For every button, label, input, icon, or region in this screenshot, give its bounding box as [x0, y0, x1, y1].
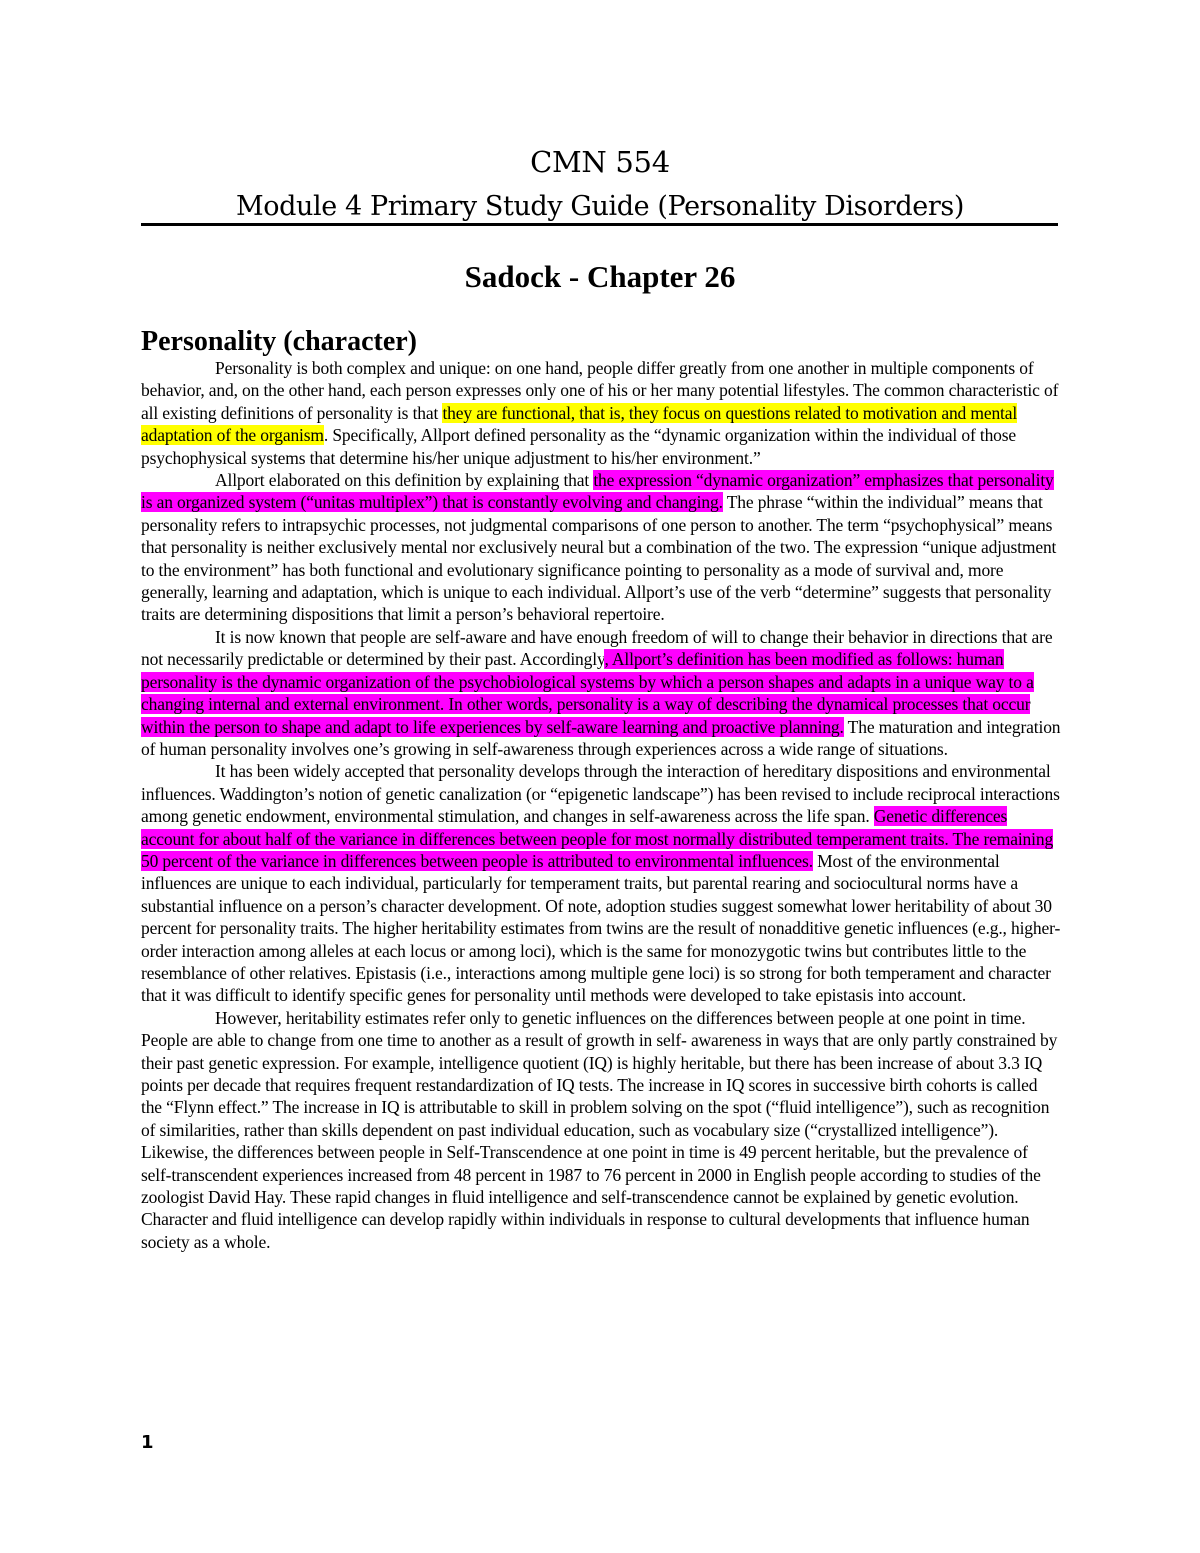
page-number: 1 — [141, 1432, 154, 1453]
text-segment: . Specifically, Allport defined personality as the “dynamic organization within the individual of those psychophysical systems that determine his/her unique adjustment to his/her environment.” — [141, 425, 1017, 468]
paragraph-4 — [141, 760, 1061, 1006]
text-segment: Personality is both complex and unique: on one hand, people differ greatly from one another in multiple components of behavior, and, on the other hand, each person expresses only one of his or her many potential lifestyles. The common characteristic of all existing definitions of personality is that — [141, 358, 1059, 423]
text-segment: However, heritability estimates refer only to genetic influences on the differences between people at one point in time. People are able to change from one time to another as a result of growth in self- awareness in ways that are only partly constrained by their past genetic expression. For example, intelligence quotient (IQ) is highly heritable, but there has been increase of about 3.3 IQ points per decade that requires frequent restandardization of IQ tests. The increase in IQ scores in successive birth cohorts is called the “Flynn effect.” The increase in IQ is attributable to skill in problem solving on the spot (“fluid intelligence”), such as recognition of similarities, rather than skills dependent on past individual education, such as vocabulary size (“crystallized intelligence”). Likewise, the differences between people in Self-Transcendence at one point in time is 49 percent heritable, but the prevalence of self-transcendent experiences increased from 48 percent in 1987 to 76 percent in 2000 in English people according to studies of the zoologist David Hay. These rapid changes in fluid intelligence and self-transcendence cannot be explained by genetic evolution. Character and fluid intelligence can develop rapidly within individuals in response to cultural developments that influence human society as a whole. — [141, 1007, 1058, 1252]
yellow-highlight: they are functional, that is, they focus on questions related to motivation and mental adaptation of the organism — [141, 402, 1018, 446]
pink-highlight: , Allport’s definition has been modified as follows: human personality is the dynamic organization of the psychobiological systems by which a person shapes and adapts in a unique way to a changing internal and external environment. In other words, personality is a way of describing the dynamical processes that occur within the person to shape and adapt to life experiences by self-aware learning and proactive planning. — [141, 649, 1034, 737]
section-heading: Personality (character) — [141, 326, 417, 357]
module-title: Module 4 Primary Study Guide (Personality Disorders) — [236, 191, 964, 222]
paragraph-2 — [141, 469, 1061, 626]
text-segment: It is now known that people are self-aware and have enough freedom of will to change their behavior in directions that are not necessarily predictable or determined by their past. Accordingly — [141, 626, 1053, 670]
title-underline-rule — [141, 223, 1058, 226]
text-segment: Allport elaborated on this definition by explaining that — [215, 470, 594, 491]
paragraph-3 — [141, 626, 1061, 760]
pink-highlight: the expression “dynamic organization” emphasizes that personality is an organized system (“unitas multiplex”) that is constantly evolving and changing. — [141, 470, 1054, 513]
course-title: CMN 554 — [530, 145, 670, 179]
chapter-heading: Sadock - Chapter 26 — [464, 259, 736, 294]
text-segment: The maturation and integration of human personality involves one’s growing in self-awareness through experiences across a wide range of situations. — [141, 716, 1061, 759]
text-segment: The phrase “within the individual” means that personality refers to intrapsychic processes, not judgmental comparisons of one person to another. The term “psychophysical” means that personality is neither exclusively mental nor exclusively neural but a combination of the two. The expression “unique adjustment to the environment” has both functional and evolutionary significance pointing to personality as a mode of survival and, more generally, learning and adaptation, which is unique to each individual. Allport’s use of the verb “determine” suggests that personality traits are determining dispositions that limit a person’s behavioral repertoire. — [141, 492, 1057, 625]
paragraph-5 — [141, 1007, 1061, 1253]
paragraph-1 — [141, 357, 1061, 469]
body-text — [141, 357, 1061, 1253]
text-segment: Most of the environmental influences are unique to each individual, particularly for temperament traits, but parental rearing and sociocultural norms have a substantial influence on a person’s character development. Of note, adoption studies suggest somewhat lower heritability of about 30 percent for personality traits. The higher heritability estimates from twins are the result of nonadditive genetic influences (e.g., higher-order interaction among alleles at each locus or among loci), which is the same for monozygotic twins but contributes little to the resemblance of other relatives. Epistasis (i.e., interactions among multiple gene loci) is so strong for both temperament and character that it was difficult to identify specific genes for personality until methods were developed to take epistasis into account. — [141, 850, 1061, 1006]
text-segment: It has been widely accepted that personality develops through the interaction of hereditary dispositions and environmental influences. Waddington’s notion of genetic canalization (or “epigenetic landscape”) has been revised to include reciprocal interactions among genetic endowment, environmental stimulation, and changes in self-awareness across the life span. — [141, 761, 1060, 827]
pink-highlight: Genetic differences account for about half of the variance in differences between people for most normally distributed temperament traits. The remaining 50 percent of the variance in differences between people is attributed to environmental influences. — [141, 806, 1054, 871]
